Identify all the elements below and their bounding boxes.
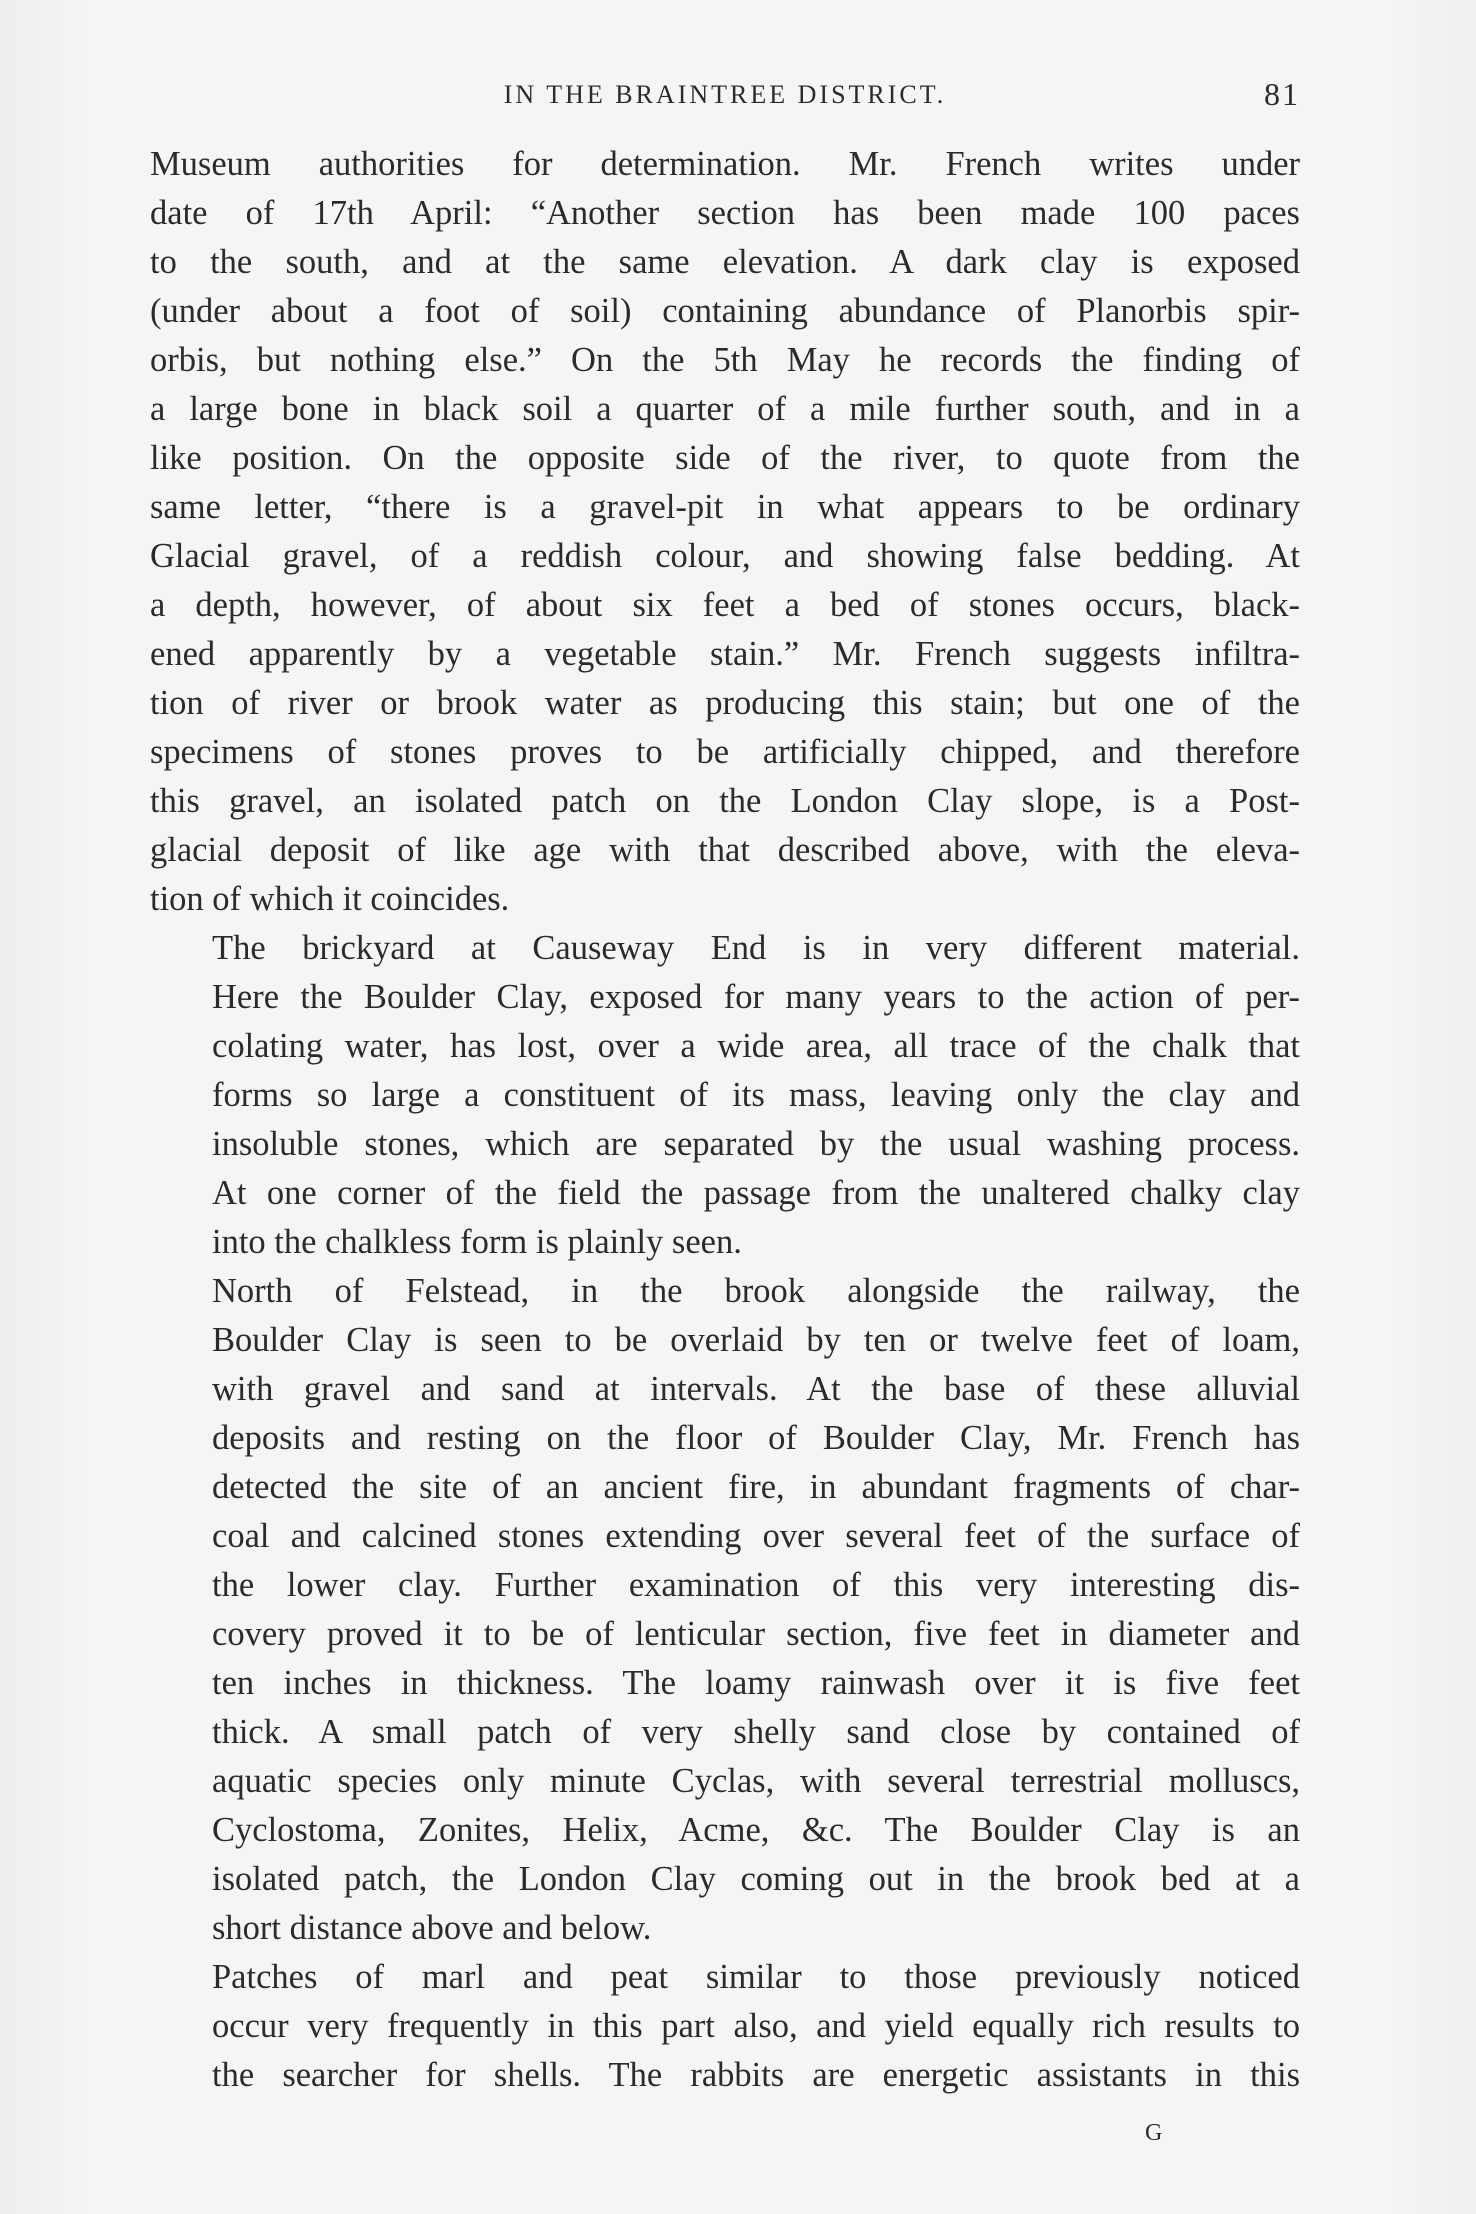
- text-line: with gravel and sand at intervals. At the base of these alluvial: [212, 1370, 1300, 1408]
- text-line: the lower clay. Further examination of this very interesting dis-: [212, 1566, 1300, 1604]
- text-line: ten inches in thickness. The loamy rainwash over it is five feet: [212, 1664, 1300, 1702]
- text-line: to the south, and at the same elevation. A dark clay is exposed: [150, 243, 1300, 281]
- body-text: [150, 140, 1300, 2100]
- text-line: The brickyard at Causeway End is in very different material.: [212, 929, 1300, 967]
- text-line: short distance above and below.: [212, 1909, 652, 1947]
- text-line: North of Felstead, in the brook alongside the railway, the: [212, 1272, 1300, 1310]
- text-line: a depth, however, of about six feet a bed of stones occurs, black-: [150, 586, 1300, 624]
- running-title: IN THE BRAINTREE DISTRICT.: [503, 80, 947, 109]
- text-line: specimens of stones proves to be artificially chipped, and therefore: [150, 733, 1300, 771]
- text-line: At one corner of the field the passage from the unaltered chalky clay: [212, 1174, 1300, 1212]
- text-line: aquatic species only minute Cyclas, with several terrestrial molluscs,: [212, 1762, 1300, 1800]
- text-line: (under about a foot of soil) containing abundance of Planorbis spir-: [150, 292, 1300, 330]
- text-line: ened apparently by a vegetable stain.” Mr. French suggests infiltra-: [150, 635, 1300, 673]
- text-line: a large bone in black soil a quarter of a mile further south, and in a: [150, 390, 1300, 428]
- text-line: colating water, has lost, over a wide area, all trace of the chalk that: [212, 1027, 1300, 1065]
- text-line: into the chalkless form is plainly seen.: [212, 1223, 742, 1261]
- text-line: the searcher for shells. The rabbits are energetic assistants in this: [212, 2056, 1300, 2094]
- text-line: tion of which it coincides.: [150, 880, 510, 918]
- page-number: 81: [1264, 76, 1300, 112]
- text-line: Patches of marl and peat similar to those previously noticed: [212, 1958, 1300, 1996]
- text-line: covery proved it to be of lenticular section, five feet in diameter and: [212, 1615, 1300, 1653]
- text-line: thick. A small patch of very shelly sand close by contained of: [212, 1713, 1300, 1751]
- text-line: like position. On the opposite side of the river, to quote from the: [150, 439, 1300, 477]
- text-line: this gravel, an isolated patch on the London Clay slope, is a Post-: [150, 782, 1300, 820]
- paragraph-3: [150, 1267, 1300, 1953]
- paragraph-2: [150, 924, 1300, 1267]
- text-line: insoluble stones, which are separated by the usual washing process.: [212, 1125, 1300, 1163]
- text-line: Boulder Clay is seen to be overlaid by ten or twelve feet of loam,: [212, 1321, 1300, 1359]
- text-line: orbis, but nothing else.” On the 5th May he records the finding of: [150, 341, 1300, 379]
- text-line: detected the site of an ancient fire, in abundant fragments of char-: [212, 1468, 1300, 1506]
- text-line: Cyclostoma, Zonites, Helix, Acme, &c. The Boulder Clay is an: [212, 1811, 1300, 1849]
- text-line: deposits and resting on the floor of Boulder Clay, Mr. French has: [212, 1419, 1300, 1457]
- text-line: same letter, “there is a gravel-pit in what appears to be ordinary: [150, 488, 1300, 526]
- text-line: forms so large a constituent of its mass, leaving only the clay and: [212, 1076, 1300, 1114]
- text-line: tion of river or brook water as producing this stain; but one of the: [150, 684, 1300, 722]
- text-line: date of 17th April: “Another section has been made 100 paces: [150, 194, 1300, 232]
- text-line: glacial deposit of like age with that described above, with the eleva-: [150, 831, 1300, 869]
- signature-mark: G: [1145, 2120, 1165, 2146]
- text-line: Glacial gravel, of a reddish colour, and showing false bedding. At: [150, 537, 1300, 575]
- text-line: isolated patch, the London Clay coming out in the brook bed at a: [212, 1860, 1300, 1898]
- text-line: Here the Boulder Clay, exposed for many years to the action of per-: [212, 978, 1300, 1016]
- paragraph-4: [150, 1953, 1300, 2100]
- paragraph-1: [150, 140, 1300, 924]
- text-line: occur very frequently in this part also, and yield equally rich results to: [212, 2007, 1300, 2045]
- running-head: [150, 76, 1300, 116]
- text-line: coal and calcined stones extending over several feet of the surface of: [212, 1517, 1300, 1555]
- text-line: Museum authorities for determination. Mr. French writes under: [150, 145, 1300, 183]
